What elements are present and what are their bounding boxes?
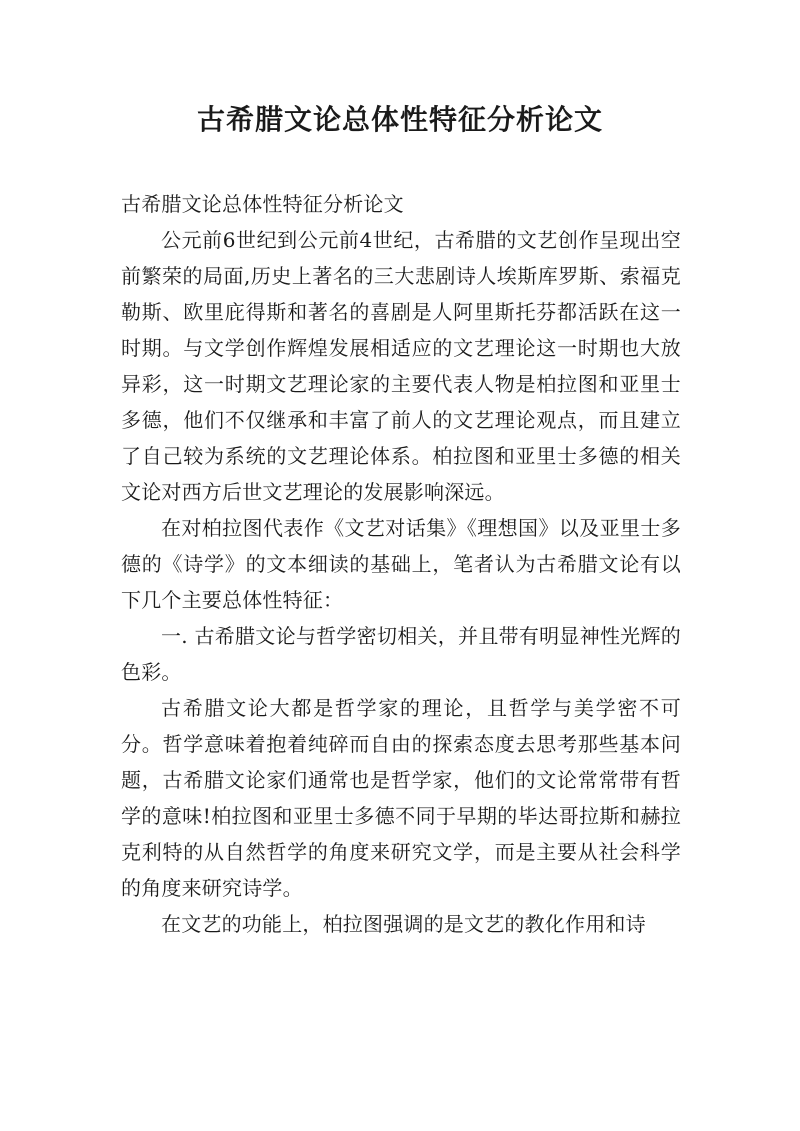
paragraph: 公元前6世纪到公元前4世纪，古希腊的文艺创作呈现出空前繁荣的局面,历史上著名的三大悲剧诗人埃斯库罗斯、索福克勒斯、欧里庇得斯和著名的喜剧是人阿里斯托芬都活跃在这一时期。与文学创作辉煌发展相适应的文艺理论这一时期也大放异彩，这一时期文艺理论家的主要代表人物是柏拉图和亚里士多德，他们不仅继承和丰富了前人的文艺理论观点，而且建立了自己较为系统的文艺理论体系。柏拉图和亚里士多德的相关文论对西方后世文艺理论的发展影响深远。 [121, 228, 681, 504]
paragraph: 在文艺的功能上，柏拉图强调的是文艺的教化作用和诗 [161, 912, 646, 936]
section-heading: 一. 古希腊文论与哲学密切相关，并且带有明显神性光辉的色彩。 [121, 624, 681, 684]
paragraph: 在对柏拉图代表作《文艺对话集》《理想国》以及亚里士多德的《诗学》的文本细读的基础上，笔者认为古希腊文论有以下几个主要总体性特征： [121, 516, 681, 612]
document-title: 古希腊文论总体性特征分析论文 [196, 103, 603, 136]
document-body [121, 186, 681, 942]
paragraph-subtitle: 古希腊文论总体性特征分析论文 [121, 192, 404, 216]
paragraph: 古希腊文论大都是哲学家的理论，且哲学与美学密不可分。哲学意味着抱着纯碎而自由的探索态度去思考那些基本问题，古希腊文论家们通常也是哲学家，他们的文论常常带有哲学的意味!柏拉图和亚里士多德不同于早期的毕达哥拉斯和赫拉克利特的从自然哲学的角度来研究文学，而是主要从社会科学的角度来研究诗学。 [121, 696, 681, 900]
